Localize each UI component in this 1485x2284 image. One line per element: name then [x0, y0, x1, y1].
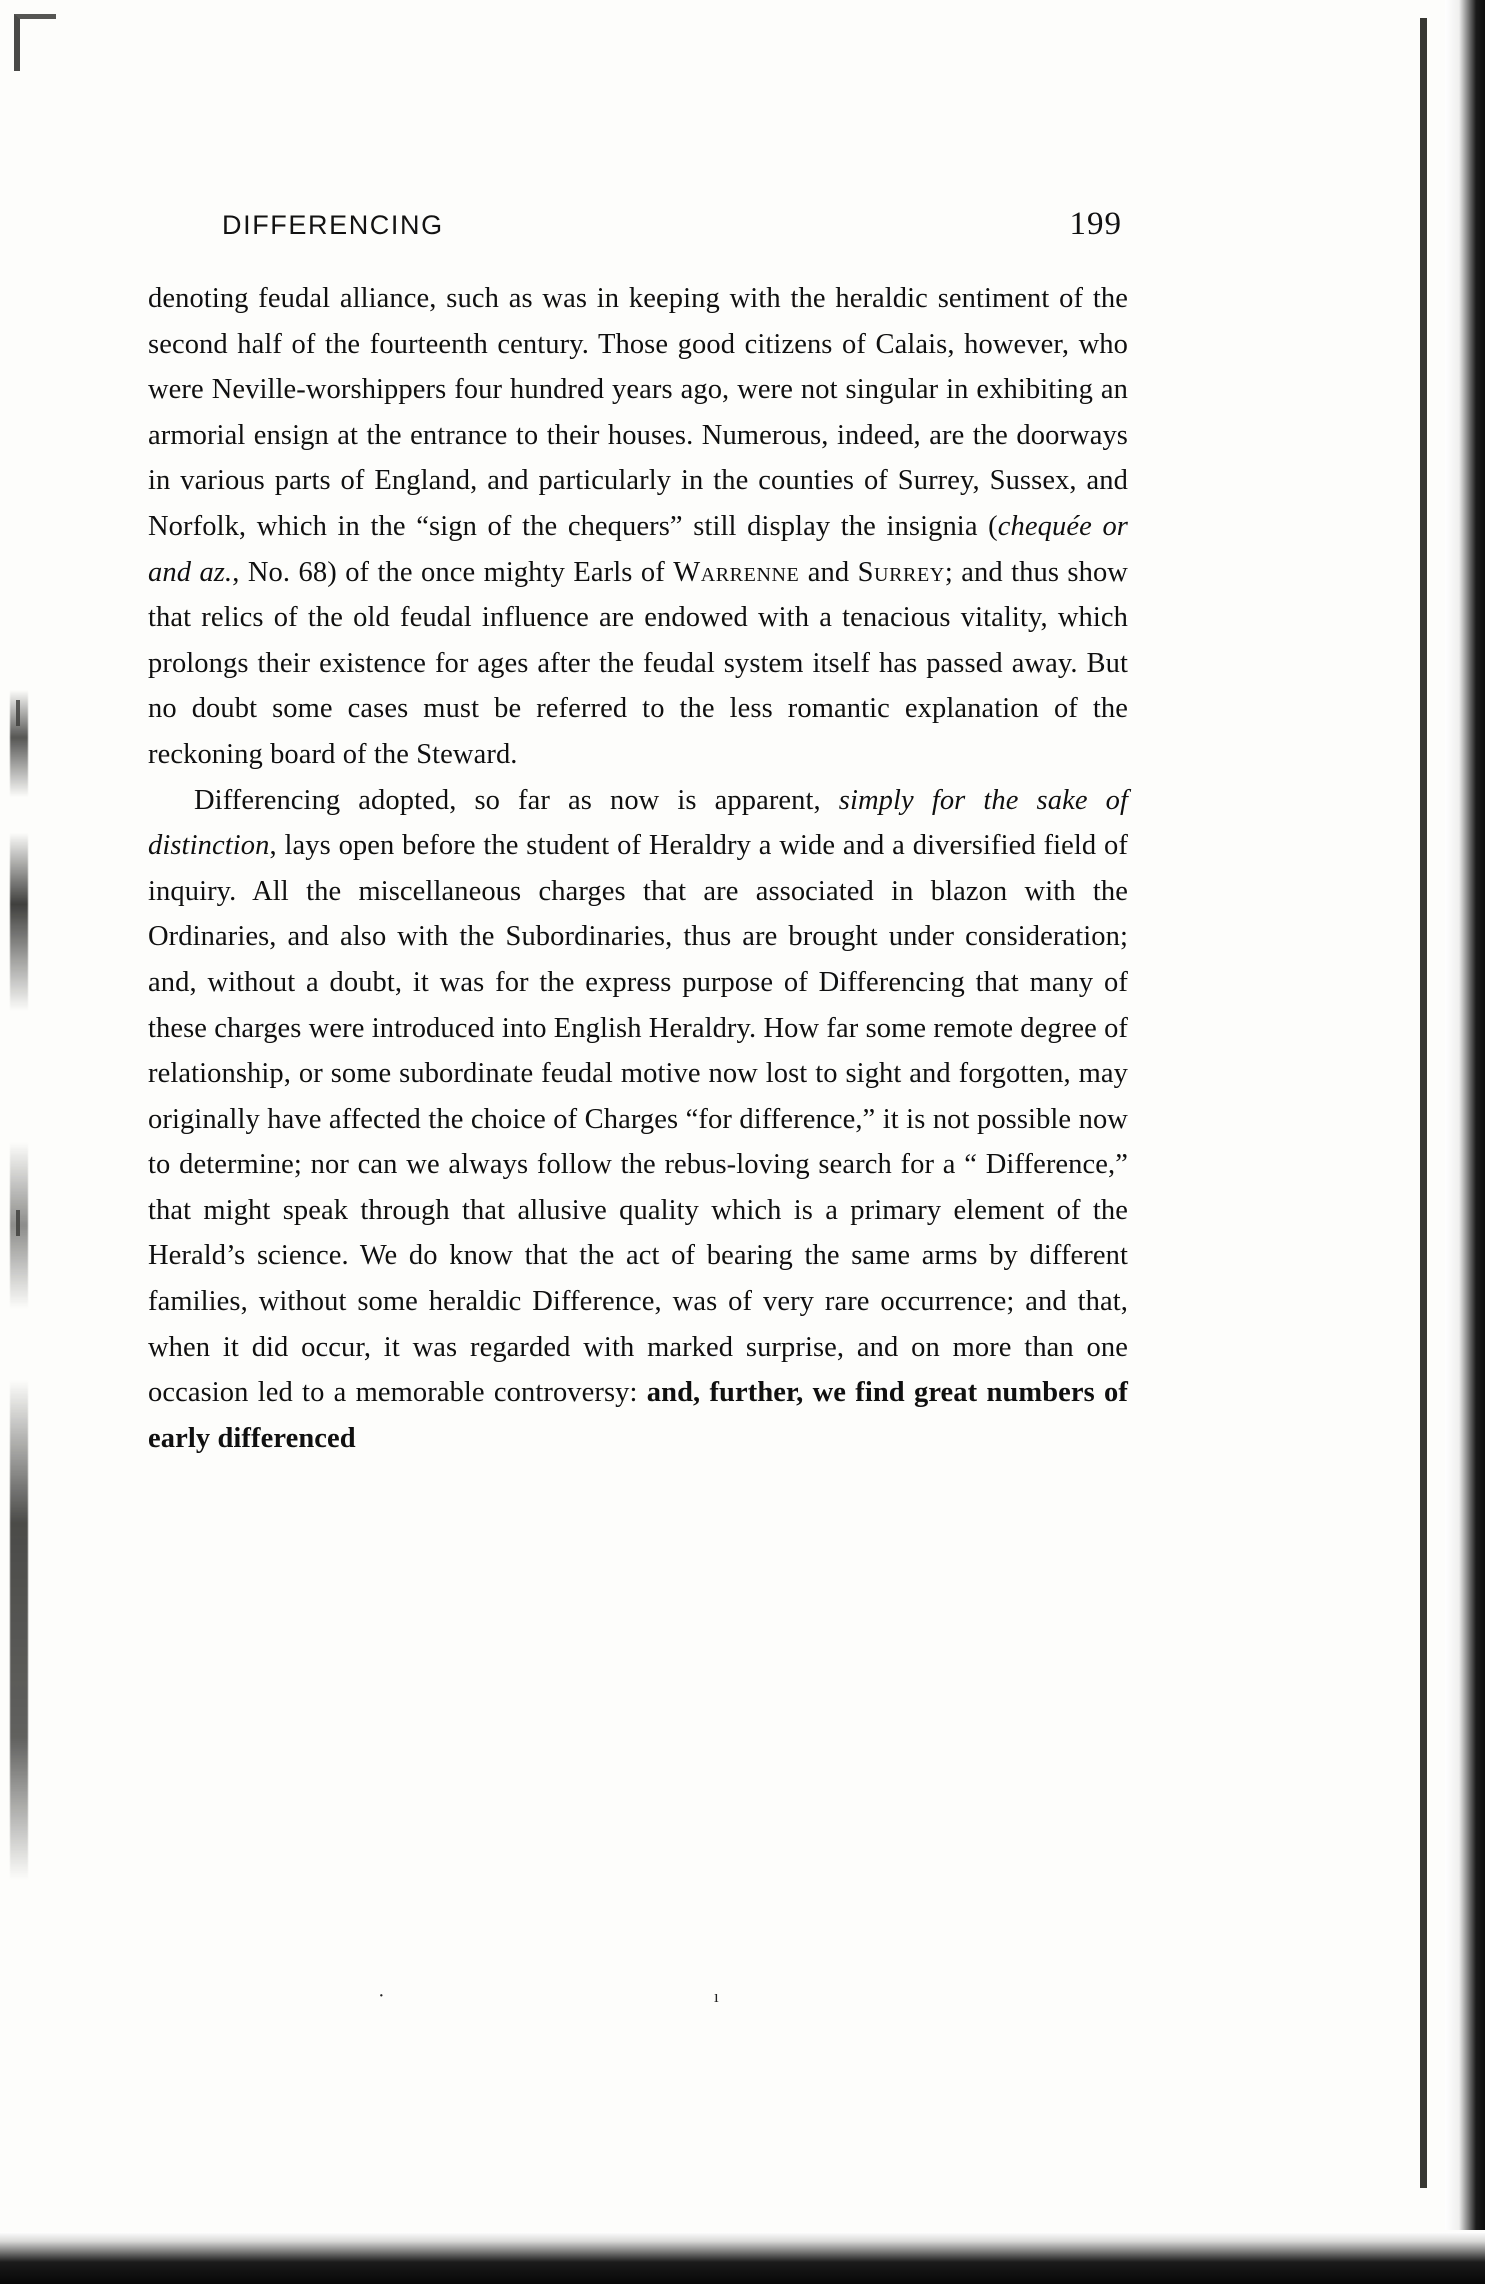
running-head	[148, 206, 1128, 254]
footer-mark-center: ı	[714, 1987, 719, 2006]
paragraph-2	[148, 778, 1128, 1462]
right-edge-shadow	[1445, 0, 1485, 2230]
par2-run-3-bold: and, further, we find great numbers of early differenced	[148, 1377, 1128, 1454]
par2-run-1-italic: simply for the sake of distinction	[148, 784, 1128, 862]
gutter-mark-lower	[16, 1210, 20, 1236]
par1-run-2: , No. 68) of the once mighty Earls of	[232, 556, 674, 588]
par1-run-4: and	[799, 556, 858, 588]
par1-run-1-italic: chequée or and az.	[148, 510, 1128, 588]
bottom-edge-shadow	[0, 2232, 1485, 2284]
par2-run-2: , lays open before the student of Heraldry a wide and a diversified field of inquiry. All the miscellaneous charges that are associated in blazon with the Ordinaries, and also with the Subordinaries, thus are brought under consideration; and, without a doubt, it was for the express purpose of Differencing that many of these charges were introduced into English Heraldry. How far some remote degree of relationship, or some subordinate feudal motive now lost to sight and forgotten, may originally have affected the choice of Charges “for difference,” it is not possible now to determine; nor can we always follow the rebus-loving search for a “ Difference,” that might speak through that allusive quality which is a primary element of the Herald’s science. We do know that the act of bearing the same arms by different families, without some heraldic Difference, was of very rare occurrence; and that, when it did occur, it was regarded with marked surprise, and on more than one occasion led to a memorable controversy:	[148, 830, 1129, 1409]
page-text-block	[148, 206, 1129, 1461]
footer-artifacts	[148, 1985, 1128, 2015]
gutter-mark-upper	[16, 700, 20, 726]
right-edge-line-artifact	[1420, 18, 1427, 2188]
running-head-title: DIFFERENCING	[222, 210, 444, 240]
par1-run-3-smallcaps: Warrenne	[673, 556, 800, 588]
page-corner-artifact	[14, 14, 56, 71]
page-number: 199	[1069, 206, 1122, 242]
par2-run-0: Differencing adopted, so far as now is apparent,	[194, 784, 839, 816]
paragraph-1	[148, 276, 1128, 778]
gutter-smudge-artifact	[10, 690, 28, 1880]
footer-mark-left: ·	[378, 1985, 385, 2007]
par1-run-5-smallcaps: Surrey	[857, 556, 945, 588]
par1-run-6: ; and thus show that relics of the old feudal influence are endowed with a tenacious vitality, which prolongs their existence for ages after the feudal system itself has passed away. But no doubt some cases must be referred to the less romantic explanation of the reckoning board of the Steward.	[148, 556, 1128, 770]
par1-run-0: denoting feudal alliance, such as was in keeping with the heraldic sentiment of the second half of the fourteenth century. Those good citizens of Calais, however, who were Neville-worshippers four hundred years ago, were not singular in exhibiting an armorial ensign at the entrance to their houses. Numerous, indeed, are the doorways in various parts of England, and particularly in the counties of Surrey, Sussex, and Norfolk, which in the “sign of the chequers” still display the insignia (	[148, 283, 1128, 542]
